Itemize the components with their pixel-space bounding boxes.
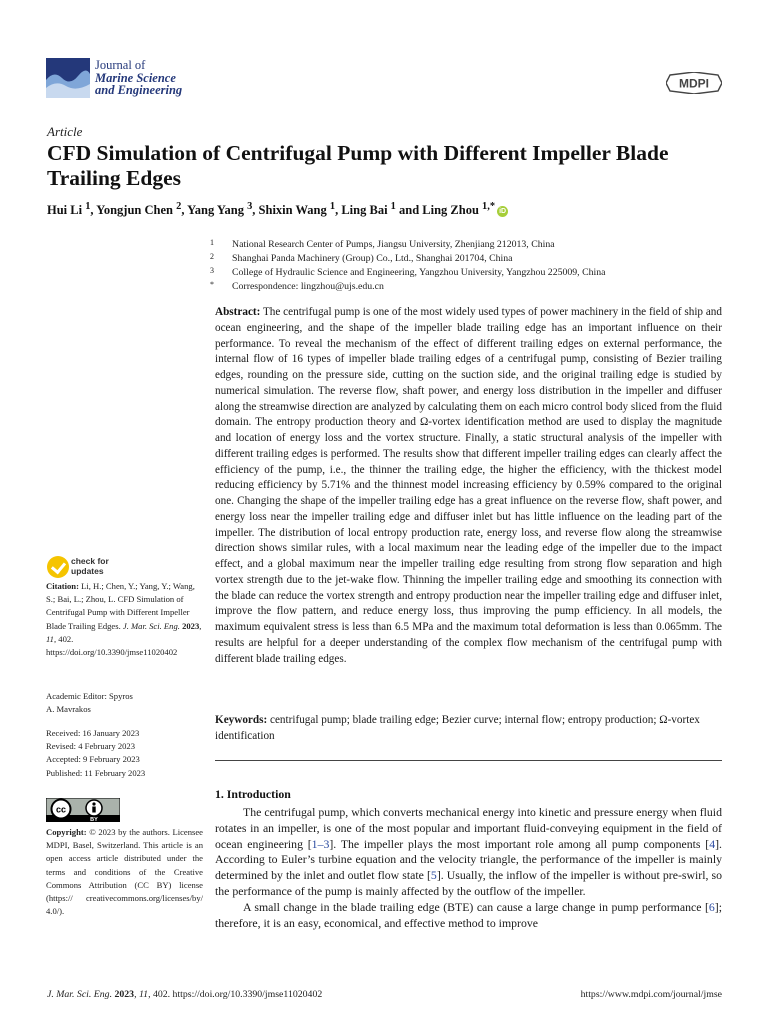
affiliation-number: 3 xyxy=(210,266,214,275)
correspondence-text: Correspondence: lingzhou@ujs.edu.cn xyxy=(232,281,384,292)
academic-editor xyxy=(46,690,203,716)
citation-link[interactable]: 4 xyxy=(709,836,716,851)
affiliation-text: Shanghai Panda Machinery (Group) Co., Ltd., Shanghai 201704, China xyxy=(232,253,513,264)
footer-citation: J. Mar. Sci. Eng. 2023, 11, 402. https://doi.org/10.3390/jmse11020402 xyxy=(47,989,323,1000)
author-affil-sup: 1 xyxy=(390,201,396,212)
text-run: ]; therefore, it is an easy, economical, and effective method to improve xyxy=(215,899,722,930)
orcid-icon[interactable]: iD xyxy=(499,208,507,216)
author-name: Ling Zhou xyxy=(422,203,479,218)
affiliation-number: * xyxy=(210,280,214,289)
text-run: A small change in the blade trailing edge (BTE) can cause a large change in pump performance [ xyxy=(243,899,709,914)
citation-volume: 11 xyxy=(46,633,54,644)
affiliation-number: 1 xyxy=(210,238,214,247)
section-divider xyxy=(215,760,722,761)
footer-doi-link[interactable]: , 402. https://doi.org/10.3390/jmse11020402 xyxy=(148,989,323,1000)
keywords-text: centrifugal pump; blade trailing edge; Bezier curve; internal flow; entropy production; Ω-vortex identification xyxy=(215,714,700,742)
keywords-label: Keywords: xyxy=(215,714,268,726)
journal-name-line3: and Engineering xyxy=(95,83,183,97)
affiliation-number: 2 xyxy=(210,252,214,261)
journal-logo xyxy=(46,58,90,98)
citation-link[interactable]: 1–3 xyxy=(311,836,330,851)
mdpi-logo xyxy=(666,72,722,94)
journal-name-line1: Journal of xyxy=(95,58,146,72)
text-run: ]. The impeller plays the most important role among all pump components [ xyxy=(329,836,710,851)
citation-year: 2023 xyxy=(182,620,200,631)
citation-link[interactable]: 6 xyxy=(708,899,715,914)
author-name: Hui Li xyxy=(47,203,83,218)
author-name: Ling Bai xyxy=(341,203,388,218)
author-affil-sup: 2 xyxy=(176,201,182,212)
author-name: Shixin Wang xyxy=(258,203,327,218)
published-date: Published: 11 February 2023 xyxy=(46,767,146,778)
copyright-label: Copyright: xyxy=(46,827,87,837)
author-name: Yang Yang xyxy=(187,203,244,218)
affiliation-item xyxy=(210,238,730,252)
article-title: CFD Simulation of Centrifugal Pump with Different Impeller Blade Trailing Edges xyxy=(47,141,669,190)
article-type-label: Article xyxy=(47,124,83,139)
affiliation-text: National Research Center of Pumps, Jiangsu University, Zhenjiang 212013, China xyxy=(232,239,555,250)
text-run: The centrifugal pump, which converts mechanical energy into kinetic and pressure energy when fluid rotates in an impeller, is one of the most popular and important fluid-conveying equipment in the field of ocean engineering [ xyxy=(215,805,722,851)
paragraph xyxy=(215,900,722,932)
citation-journal: J. Mar. Sci. Eng. xyxy=(122,620,180,631)
text-run: ]. According to Euler’s turbine equation and the velocity triangle, the performance of the impeller is mainly determined by the inlet and outlet flow state [ xyxy=(215,836,722,883)
affiliation-text: College of Hydraulic Science and Engineering, Yangzhou University, Yangzhou 225009, China xyxy=(232,267,606,278)
citation-doi[interactable]: , 402. https://doi.org/10.3390/jmse11020402 xyxy=(46,633,178,658)
svg-text:cc: cc xyxy=(55,804,67,815)
text-run: ]. Usually, the inflow of the impeller is without pre-swirl, so the performance of the pump is mainly affected by the outflow of the impeller. xyxy=(215,868,723,898)
received-date: Received: 16 January 2023 xyxy=(46,728,140,738)
affiliation-item xyxy=(210,252,730,266)
check-updates-label xyxy=(71,557,109,576)
check-updates-line1: check for xyxy=(71,556,109,566)
editor-name: A. Mavrakos xyxy=(46,704,91,715)
abstract xyxy=(215,305,722,667)
keywords xyxy=(215,713,722,745)
citation-link[interactable]: 5 xyxy=(430,868,437,883)
citation-label: Citation: xyxy=(46,581,79,591)
footer-journal-url[interactable]: https://www.mdpi.com/journal/jmse xyxy=(580,989,722,1000)
affiliation-item xyxy=(210,280,730,294)
abstract-label: Abstract: xyxy=(215,306,261,318)
section-heading: 1. Introduction xyxy=(215,787,291,801)
author-list: Hui Li $^1$, Yongjun Chen $^2$, Yang Yang $^3$, Shixin Wang $^1$, Ling Bai $^1$ and Ling Zhou $^{1,*}$ iD xyxy=(47,201,507,218)
accepted-date: Accepted: 9 February 2023 xyxy=(46,754,140,765)
introduction-body xyxy=(215,805,722,931)
editor-label: Academic Editor: Spyros xyxy=(46,691,133,701)
citation-text: Li, H.; Chen, Y.; Yang, Y.; Wang, S.; Bai, L.; Zhou, L. CFD Simulation of Centrifugal Pump with Different Impeller Blade Trailing Edges. xyxy=(46,581,195,631)
affiliations xyxy=(210,238,730,294)
author-affil-sup: 3 xyxy=(247,201,253,212)
author-affil-sup: 1 xyxy=(85,201,91,212)
footer-volume: 11 xyxy=(138,989,149,1000)
cc-by-icon[interactable] xyxy=(46,798,120,822)
citation-block: Citation: Li, H.; Chen, Y.; Yang, Y.; Wang, S.; Bai, L.; Zhou, L. CFD Simulation of Centrifugal Pump with Different Impeller Blade Trailing Edges. J. Mar. Sci. Eng. 2023, 11, 402. https://doi.org/10.3390/jmse11020402 xyxy=(46,581,202,658)
mdpi-logo-text: MDPI xyxy=(679,76,709,91)
journal-name xyxy=(95,59,182,97)
publication-dates xyxy=(46,727,203,780)
abstract-text: The centrifugal pump is one of the most widely used types of power machinery in the field of ship and ocean engineering, and the shape of the impeller blade trailing edge has an important influence on their performance. To reveal the mechanism of the effect of different trailing edges on external performance, the internal flow of 16 types of impeller blade trailing edges of a centrifugal pump, consisting of Bezier trailing edges, rounding on the pressure side, cutting on the suction side, and the original trailing edge is studied by numerical simulation. The reverse flow, shaft power, and energy loss distribution in the impeller and diffuser along the streamwise direction are analyzed by calculating them on each micro control body sliced from the fluid domain. The entropy production theory and Ω-vortex identification method are used to display the magnitude and location of energy loss and the vortex structure. Finally, a static structural analysis of the impeller with different trailing edges is performed. The results show that different impeller trailing edges can clearly affect the efficiency of the pump, i.e., the thinner the trailing edge, the higher the efficiency, with the thickest model reducing efficiency by 5.71% and the thinnest model increasing efficiency by 0.59% compared to the original one. Changing the shape of the impeller trailing edge has a great influence on the reverse flow, shaft power, and energy loss near the impeller trailing edge and diffuser inlet but has little influence on the leading part of the impeller. The distribution of local entropy production rate, energy loss, and reverse flow along the streamwise direction shows similar rules, with a local maximum near the leading edge of the impeller due to the impact effect, and a global maximum near the impeller trailing edge resulting from strong flow separation and high vortex strength due to the jet-wake flow. Thinning the impeller trailing edge and smoothing its connection with the blade can reduce the vortex strength and entropy production near the impeller trailing edge and diffuser inlet, improve the flow pattern, and reduce energy loss, thus improving the pump efficiency. In all models, the maximum equivalent stress is less than 6.5 MPa and the maximum total deformation is less than 0.065mm. The results are helpful for a deeper understanding of the complex flow mechanism of the centrifugal pump with different blade trailing edges. xyxy=(215,306,722,665)
svg-text:BY: BY xyxy=(90,817,98,822)
author-affil-sup: 1,* xyxy=(482,201,496,212)
check-updates-line2: updates xyxy=(71,565,104,576)
author-name: Yongjun Chen xyxy=(96,203,173,218)
revised-date: Revised: 4 February 2023 xyxy=(46,741,136,752)
affiliation-item xyxy=(210,266,730,280)
footer-journal: J. Mar. Sci. Eng. xyxy=(47,989,113,1000)
check-for-updates-button[interactable] xyxy=(47,556,137,580)
footer-year: 2023 xyxy=(114,989,135,1000)
check-updates-icon xyxy=(47,556,69,578)
author-affil-sup: 1 xyxy=(329,201,336,212)
paragraph xyxy=(215,805,722,900)
copyright-notice xyxy=(46,826,203,918)
journal-name-line2: Marine Science xyxy=(95,70,176,85)
copyright-text: © 2023 by the authors. Licensee MDPI, Basel, Switzerland. This article is an open access article distributed under the terms and conditions of the Creative Commons Attribution (CC BY) license (https:// creativecommons.org/licenses/by/ 4.0/). xyxy=(46,827,203,917)
